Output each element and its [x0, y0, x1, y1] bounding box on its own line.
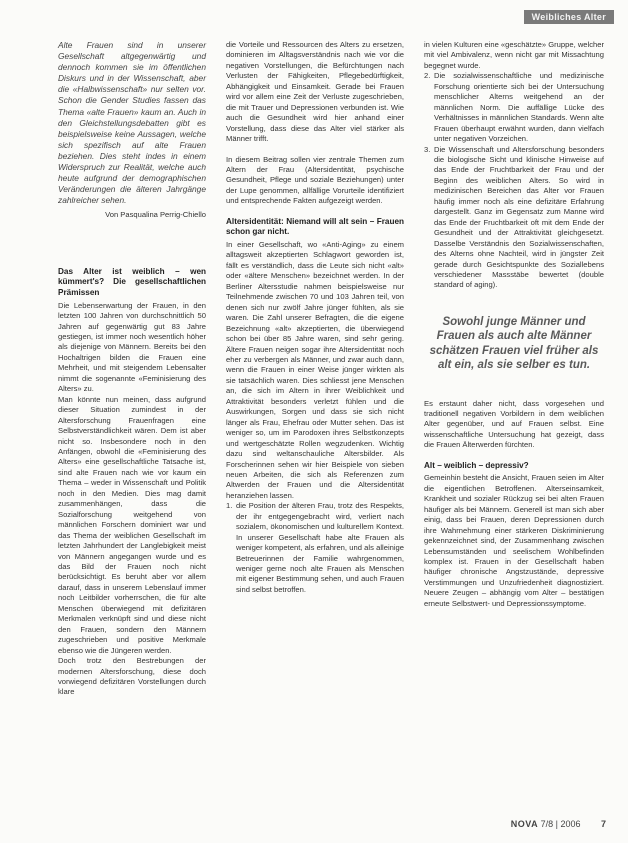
- paragraph: In einer Gesellschaft, wo «Anti-Aging» zu einem alltagsweit akzeptierten Schlagwort geworden ist, fällt es verständlich, dass die Leute sich nicht «alt» oder «ältere Menschen» bezeichnet werden. In der Berliner Altersstudie nahmen beispielsweise nur Teilnehmende zwischen 70 und 103 Jahren teil, von denen sich nur zwölf Jahre jünger fühlten, als sie waren. Die Zahl unserer Befragten, die die eigene Bezeichnung «alt» akzeptierten, die überwiegend schon bei über 85 Jahre waren, sind sehr gering. Ältere Frauen neigen sogar ihre Altersidentität noch eher zu verbergen als Männer, und zwar auch dann, wenn die Frauen in einer Weise jünger wirkten als sie tatsächlich waren. Dies schliesst jene Menschen an, die sich im Altern in ihrer Weiblichkeit und Attraktivität besonders verletzt fühlen und die Auswirkungen, Sorgen und dass sie sich nicht länger als Frau, Ehefrau oder Mutter sehen. Das ist weniger so, um im Parodoxen ihres Selbstkonzepts und wertgeschätzte Rollen wegzudenken. Wichtig dazu sind weltanschauliche Altersbilder. Als Forscherinnen sehen wir hier Beispiele von sieben neuen Arbeiten, die sich als Referenzen zum Altwerden der Frauen und die Altersidentität heranziehen lassen.: [226, 239, 404, 500]
- list-item: [226, 501, 404, 595]
- magazine-brand: NOVA: [510, 819, 539, 829]
- paragraph: Doch trotz den Bestrebungen der modernen Altersforschung, diese doch vorwiegend defizitären Vorstellungen durch klare: [58, 656, 206, 697]
- paragraph: Man könnte nun meinen, dass aufgrund dieser Situation zumindest in der Altersforschung Frauenfragen eine Selbstverständlichkeit wären. Dem ist aber nicht so. Insbesondere noch in den Anfängen, obwohl die «Feminisierung des Alters» eine gesellschaftliche Tatsache ist, sind alte Frauen nach wie vor kaum ein Thema – weder in Wissenschaft und Politik noch in den Medien. Dies mag damit zusammenhängen, dass die Sozialforschung weitgehend von männlichen Forschern dominiert war und das Thema der weiblichen Gesellschaft im letzten Jahrhundert der Langlebigkeit meist von Männern angegangen wurde und es das Bild der Frauen noch nicht berücksichtigt. Es beruht aber vor allem darauf, dass in unserem Lebenslauf immer noch Leitbilder vorherrschen, die für alte Menschen überwiegend mit defizitären Merkmalen verknüpft sind und diese nicht den Frauen, sondern den Männern zugeschrieben und positive Merkmale ebenso wie die Jüngeren werden.: [58, 394, 206, 655]
- list-item: [424, 71, 604, 144]
- column-2: [226, 40, 404, 595]
- column-3: [424, 40, 604, 609]
- paragraph: Es erstaunt daher nicht, dass vorgesehen und traditionell negativen Vorbildern in dem weiblichen Alter gegenüber, und auf Frauen selbst. Eine wissenschaftliche Untersuchung hat gezeigt, dass die Frauen Älterwerden fürchten.: [424, 398, 604, 450]
- list-number: 1.: [226, 501, 233, 511]
- list-text: Die Wissenschaft und Altersforschung besonders die biologische Sicht und klinische Hinweise auf das Ende der Fruchtbarkeit der Frau und der Beginn des weiblichen Alters. So wird in medizinischen Bereichen das Alter vor Frauen häufig immer noch als eine defizitäre Erfahrung dargestellt. Ganz im Gegensatz zum Manne wird das Ende der Fruchtbarkeit oft mit dem Ende der Gesundheit und der Attraktivität gleichgesetzt. Dasselbe Verständnis den Sozialwissenschaften, des Alterns ohne Nachteil, wird in jüngster Zeit gerade durch Gesichtspunkte des Soziallebens verschiedener Massstäbe bewertet (double standard of aging).: [434, 144, 604, 290]
- column-1: [58, 40, 206, 698]
- pull-quote: Sowohl junge Männer und Frauen als auch alte Männer schätzen Frauen viel früher als alt ein, als sie selber es tun.: [429, 315, 599, 372]
- paragraph: Die Lebenserwartung der Frauen, in den letzten 100 Jahren von durchschnittlich 50 Jahren auf gegenwärtig gut 83 Jahre gestiegen, ist immer noch wesentlich höher als diejenige von Männern. Bereits bei den Hochaltrigen bilden die Frauen eine Mehrheit, und mit steigendem Lebensalter nimmt die sogenannte «Feminisierung des Alters» zu.: [58, 300, 206, 394]
- list-number: 2.: [424, 71, 431, 81]
- spacer: [226, 145, 404, 155]
- paragraph: In diesem Beitrag sollen vier zentrale Themen zum Altern der Frau (Altersidentität, psychische Gesundheit, Pflege und soziale Beziehungen) unter der Lupe genommen, allfällige Vorurteile identifiziert und entsprechende Fakten aufgezeigt werden.: [226, 154, 404, 206]
- author-line: Von Pasqualina Perrig-Chiello: [105, 210, 206, 220]
- intro-quote: Alte Frauen sind in unserer Gesellschaft altgegenwärtig und dennoch kommen sie im öffentlichen Diskurs und in der Wissenschaft, aber die «Halbwissenschaft» nur selten vor. Schon die Gender Studies fassen das Thema «alte Frauen» kaum an. Auch in den Gleichstellungsdebatten gibt es beispielsweise keine Aussagen, welche sich spezifisch auf alte Frauen beziehen. Dies steht indes in einem Widerspruch zur Realität, welche auch heute aufgrund der demographischen Veränderungen die älteren Jahrgänge zahlreicher sehen.: [58, 40, 206, 206]
- numbered-list: [226, 501, 404, 595]
- heading-altersidentitaet: Altersidentität: Niemand will alt sein – Frauen schon gar nicht.: [226, 216, 404, 237]
- paragraph: Gemeinhin besteht die Ansicht, Frauen seien im Alter die eigentlichen Betroffenen. Alterseinsamkeit, Krankheit und sozialer Rückzug sei bei alten Frauen häufiger als bei Männern. Generell ist man sich aber einig, dass bei Frauen, deren Depressionen durch ihre Wahrnehmung einer stärkeren Diskriminierung gekennzeichnet sind, der Zusammenhang zwischen Lebensumständen und seelischem Wohlbefinden komplex ist. Frauen in der Gesellschaft haben häufiger chronische Angstzustände, depressive Verstimmungen und Unzufriedenheit diagnostiziert. Neuere Zeugen – abhängig vom Alter – bestätigen erneute Selbstwert- und Depressionssymptome.: [424, 473, 604, 608]
- heading-alt-weiblich-depressiv: Alt – weiblich – depressiv?: [424, 460, 529, 470]
- section-label: Weibliches Alter: [524, 10, 614, 24]
- paragraph: die Vorteile und Ressourcen des Alters zu ersetzen, dominieren im Alltagsverständnis nach wie vor die negativen Vorstellungen, die Befürchtungen nach Verlusten der Fähigkeiten, Pflegebedürftigkeit, Abhängigkeit und Einsamkeit. Gerade bei Frauen wird vor allem eine Zeit der Verluste zugeschrieben, die mit Trauer und Depressionen verbunden ist. Wie auch die Gesundheit wird hier anhand einer Vorstellung, dass diese das Alter viel stärker als Männer trifft.: [226, 40, 404, 144]
- list-text: die Position der älteren Frau, trotz des Respekts, der ihr entgegengebracht wird, verliert nach sozialem, ökonomischen und kulturellem Kontext. In unserer Gesellschaft habe alte Frauen als weniger kompetent, als erfahren, und als alleinige Betreuerinnen der Familie wahrgenommen, weniger gerne noch alte Frauen als Menschen mit eigener Bestimmung sehen, und auch Frauen sind selbst betroffen.: [236, 501, 404, 594]
- list-item: [424, 145, 604, 291]
- paragraph: in vielen Kulturen eine «geschätzte» Gruppe, welcher mit viel Ambivalenz, wenn nicht gar mit Missachtung begegnet wurde.: [424, 40, 604, 70]
- list-text: Die sozialwissenschaftliche und medizinische Forschung orientierte sich bei der Untersuchung menschlicher Alterns weitgehend an der männlichen Norm. Die auffällige Lücke des Verhältnisses in männlichen Standards. Wenn alte Frauen überhaupt erwähnt wurden, dann vielfach unter negativen Vorzeichen.: [434, 71, 604, 144]
- page-number: 7: [600, 819, 606, 829]
- spacer: [424, 451, 604, 461]
- spacer: [58, 221, 206, 267]
- page-footer: [511, 819, 606, 829]
- numbered-list: [424, 71, 604, 291]
- issue-number: 7/8 | 2006: [540, 819, 581, 829]
- spacer: [226, 207, 404, 217]
- list-number: 3.: [424, 144, 431, 154]
- heading-gesellschaftliche-praemissen: Das Alter ist weiblich – wen kümmert's? Die gesellschaftlichen Prämissen: [58, 266, 206, 298]
